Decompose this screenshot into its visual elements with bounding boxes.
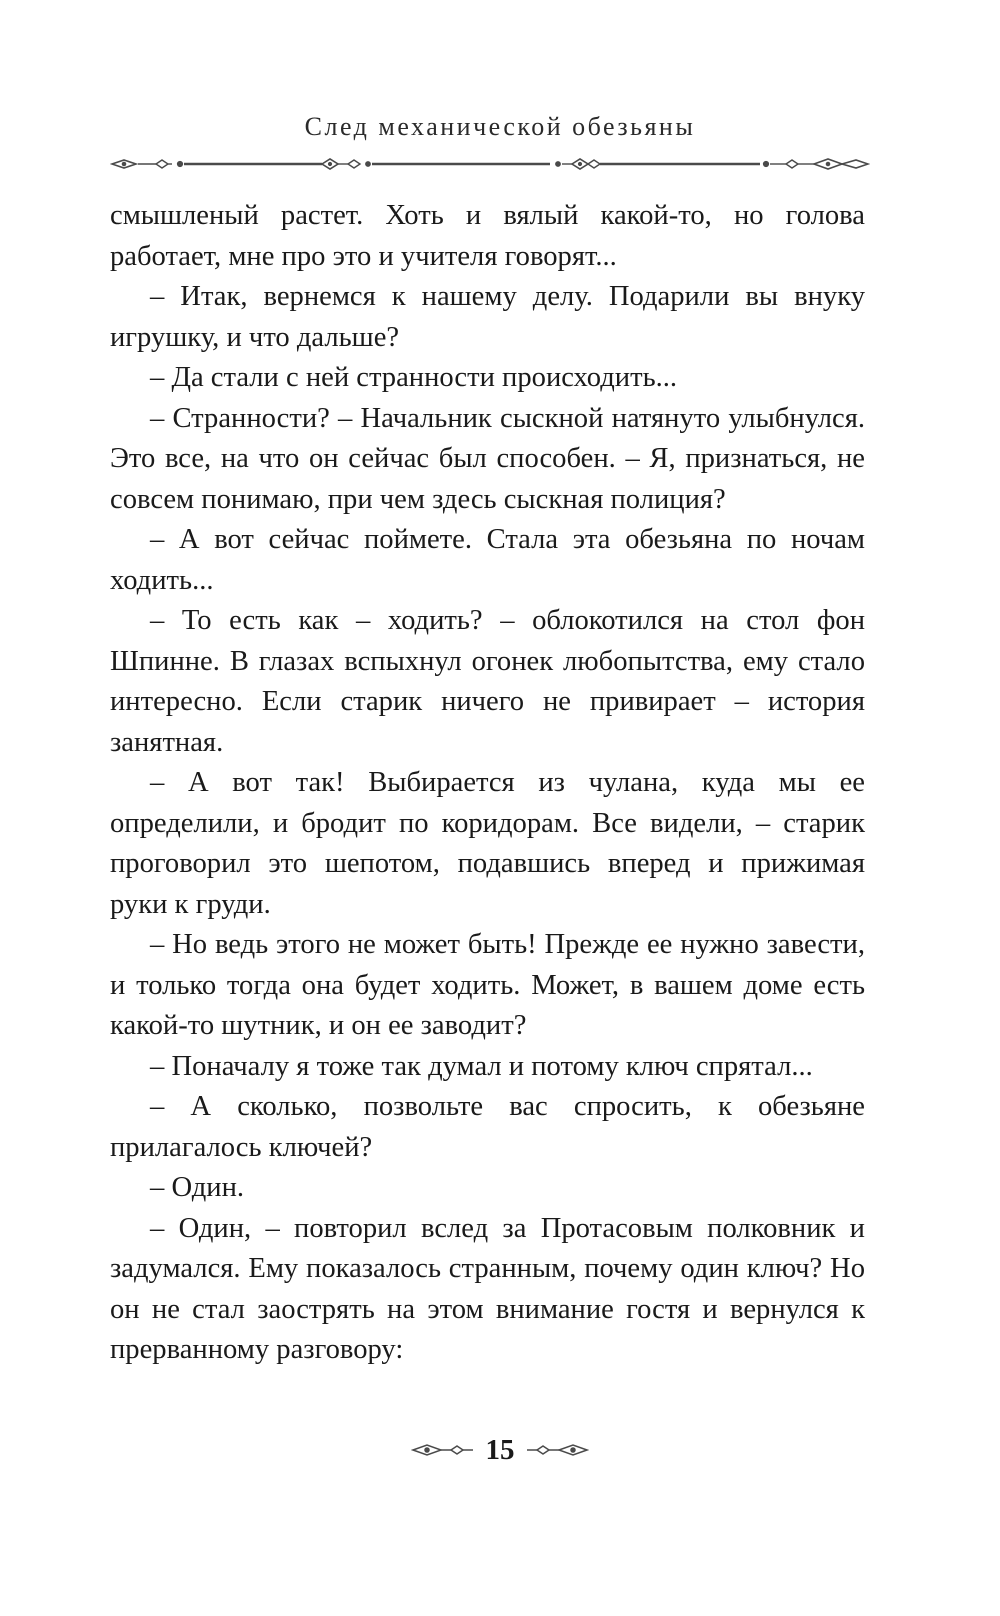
left-folio-ornament-icon: [411, 1440, 475, 1460]
paragraph: – А вот так! Выбирается из чулана, куда мы ее определили, и бродит по коридорам. Все видели, – старик проговорил это шепотом, подавшись вперед и прижимая руки к груди.: [110, 767, 865, 920]
page-footer: [0, 1430, 1000, 1470]
paragraph: – Но ведь этого не может быть! Прежде ее нужно завести, и только тогда она будет ходить. Может, в вашем доме есть какой-то шутник, и он ее заводит?: [110, 929, 865, 1041]
decorative-rule-icon: [110, 152, 870, 176]
paragraph: – Странности? – Начальник сыскной натянуто улыбнулся. Это все, на что он сейчас был способен. – Я, признаться, не совсем понимаю, при чем здесь сыскная полиция?: [110, 402, 865, 515]
paragraph: – Один, – повторил вслед за Протасовым полковник и задумался. Ему показалось странным, почему один ключ? Но он не стал заострять на этом внимание гостя и вернулся к прерванному разговору:: [110, 1212, 865, 1365]
page-number: 15: [485, 1433, 515, 1466]
running-head-title: След механической обезьяны: [304, 112, 696, 141]
paragraph: смышленый растет. Хоть и вялый какой-то, но голова работает, мне про это и учителя говорят...: [110, 200, 865, 272]
paragraph: – А вот сейчас поймете. Стала эта обезьяна по ночам ходить...: [110, 524, 865, 596]
paragraph: – То есть как – ходить? – облокотился на стол фон Шпинне. В глазах вспыхнул огонек любопытства, ему стало интересно. Если старик ничего не привирает – история занятная.: [110, 605, 865, 758]
paragraph: – Итак, вернемся к нашему делу. Подарили вы внуку игрушку, и что дальше?: [110, 281, 865, 353]
body-text: [110, 196, 865, 1371]
paragraph: – Да стали с ней странности происходить...: [150, 362, 678, 393]
paragraph: – Один.: [150, 1172, 245, 1203]
paragraph: – А сколько, позвольте вас спросить, к обезьяне прилагалось ключей?: [110, 1091, 865, 1163]
paragraph: – Поначалу я тоже так думал и потому ключ спрятал...: [150, 1050, 813, 1082]
right-folio-ornament-icon: [525, 1440, 589, 1460]
